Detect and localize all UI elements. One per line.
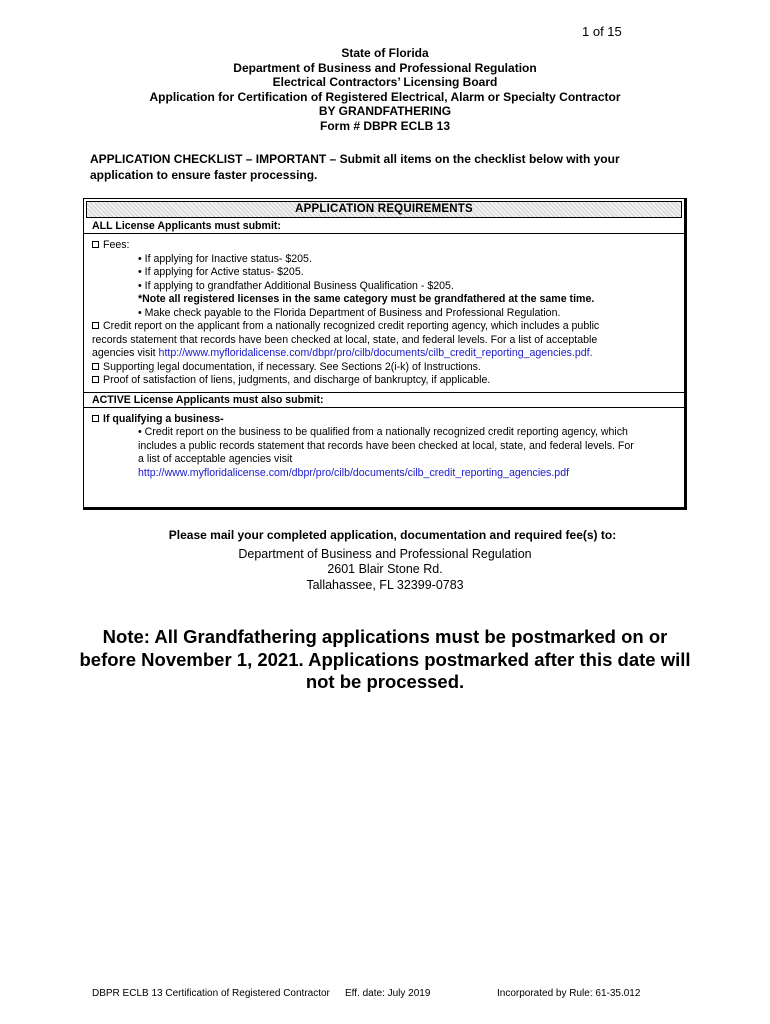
- business-credit-line-1: • Credit report on the business to be qualified from a nationally recognized credit reporting agency, which: [138, 426, 628, 438]
- checkbox-icon: [92, 322, 99, 329]
- business-credit-line-2: includes a public records statement that records have been checked at local, state, and federal levels. For: [138, 439, 634, 452]
- business-credit-line-3: a list of acceptable agencies visit: [138, 453, 293, 465]
- page-number: 1 of 15: [582, 24, 622, 39]
- liens-item: Proof of satisfaction of liens, judgments, and discharge of bankruptcy, if applicable.: [92, 374, 676, 388]
- fee-active: • If applying for Active status- $205.: [138, 266, 304, 278]
- mailing-city: Tallahassee, FL 32399-0783: [306, 577, 464, 592]
- header-board: Electrical Contractors’ Licensing Board: [272, 75, 498, 90]
- note-line-1: Note: All Grandfathering applications must be postmarked on or: [102, 626, 668, 647]
- fees-item: [92, 239, 676, 253]
- active-applicants-header: ACTIVE License Applicants must also submit:: [84, 392, 684, 408]
- mailing-department: Department of Business and Professional Regulation: [238, 546, 532, 561]
- fee-additional-business: • If applying to grandfather Additional Business Qualification - $205.: [138, 279, 454, 292]
- legal-docs-item: Supporting legal documentation, if necessary. See Sections 2(i-k) of Instructions.: [92, 361, 676, 375]
- note-line-3: not be processed.: [305, 671, 465, 692]
- business-item: If qualifying a business-: [92, 413, 676, 427]
- mailing-street: 2601 Blair Stone Rd.: [327, 562, 443, 576]
- checkbox-icon: [92, 363, 99, 370]
- fee-payable: • Make check payable to the Florida Department of Business and Professional Regulation.: [138, 306, 561, 319]
- fees-label: Fees:: [103, 239, 130, 251]
- mailing-heading: Please mail your completed application, documentation and required fee(s) to:: [168, 528, 617, 542]
- application-requirements-box: [83, 198, 687, 510]
- application-checklist-notice: [90, 151, 690, 183]
- checkbox-icon: [92, 415, 99, 422]
- credit-report-item: Credit report on the applicant from a nationally recognized credit reporting agency, which includes a public: [92, 320, 676, 334]
- business-agencies-link[interactable]: http://www.myfloridalicense.com/dbpr/pro/cilb/documents/cilb_credit_reporting_agencies.pdf: [138, 466, 570, 479]
- postmark-note: [0, 626, 770, 694]
- header-form-number: Form # DBPR ECLB 13: [319, 118, 451, 133]
- active-applicants-list: [84, 408, 684, 485]
- header-department: Department of Business and Professional Regulation: [233, 60, 537, 75]
- all-applicants-header: ALL License Applicants must submit:: [84, 219, 684, 234]
- header-application-title: Application for Certification of Registered Electrical, Alarm or Specialty Contractor: [149, 89, 621, 104]
- header-grandfathering: BY GRANDFATHERING: [318, 104, 452, 119]
- credit-agencies-link[interactable]: http://www.myfloridalicense.com/dbpr/pro/cilb/documents/cilb_credit_reporting_agencies.pdf.: [158, 347, 593, 359]
- fee-inactive: • If applying for Inactive status- $205.: [138, 252, 312, 265]
- document-header: [0, 46, 770, 134]
- fee-note: *Note all registered licenses in the same category must be grandfathered at the same time.: [138, 293, 595, 305]
- footer-form-name: DBPR ECLB 13 Certification of Registered Contractor: [92, 988, 330, 999]
- checklist-line-2: application to ensure faster processing.: [90, 168, 318, 182]
- note-line-2: before November 1, 2021. Applications postmarked after this date will: [79, 648, 691, 670]
- credit-report-line-2: records statement that records have been checked at local, state, and federal levels. For a list of acceptable: [92, 333, 598, 346]
- footer-rule: Incorporated by Rule: 61-35.012: [497, 988, 641, 999]
- credit-report-line-3: agencies visit http://www.myfloridalicense.com/dbpr/pro/cilb/documents/cilb_credit_reporting_agencies.pdf.: [92, 347, 593, 359]
- checkbox-icon: [92, 241, 99, 248]
- header-state: State of Florida: [341, 46, 429, 60]
- requirements-title: APPLICATION REQUIREMENTS: [86, 201, 682, 218]
- footer-effective-date: Eff. date: July 2019: [345, 988, 431, 999]
- checklist-line-1: APPLICATION CHECKLIST – IMPORTANT – Submit all items on the checklist below with your: [90, 152, 620, 166]
- all-applicants-list: [84, 234, 684, 392]
- checkbox-icon: [92, 376, 99, 383]
- mailing-instructions: [0, 528, 770, 593]
